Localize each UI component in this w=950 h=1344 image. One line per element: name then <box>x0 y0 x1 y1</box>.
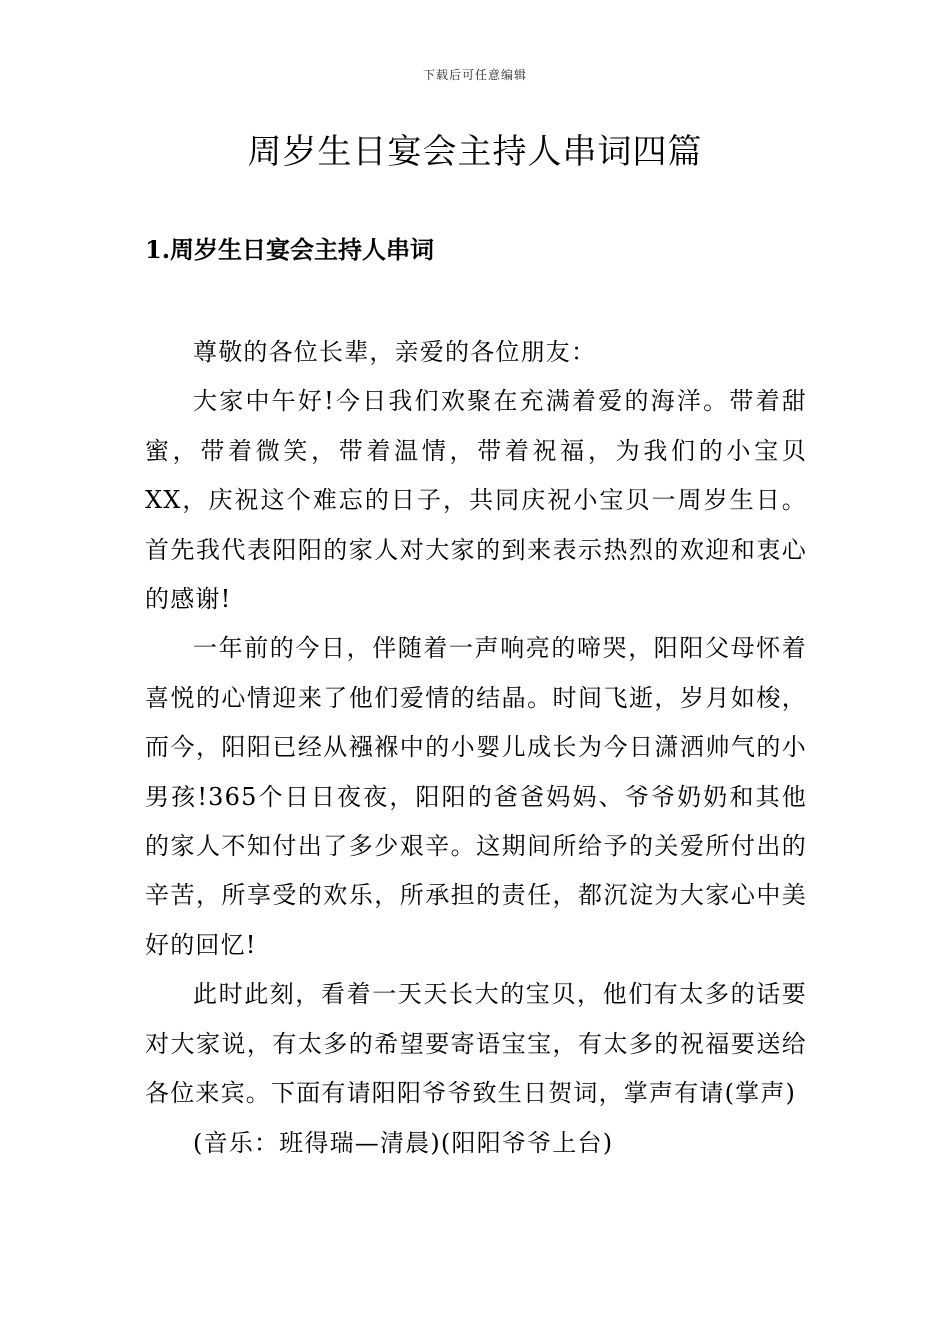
paragraph-invitation: 此时此刻，看着一天天长大的宝贝，他们有太多的话要对大家说，有太多的希望要寄语宝宝，有太多的祝福要送给各位来宾。下面有请阳阳爷爷致生日贺词，掌声有请(掌声) <box>145 980 807 1108</box>
paragraph-music-note: (音乐：班得瑞—清晨)(阳阳爷爷上台) <box>193 1128 614 1157</box>
paragraph-welcome: 大家中午好!今日我们欢聚在充满着爱的海洋。带着甜蜜，带着微笑，带着温情，带着祝福，为我们的小宝贝XX，庆祝这个难忘的日子，共同庆祝小宝贝一周岁生日。首先我代表阳阳的家人对大家的到来表示热烈的欢迎和衷心的感谢! <box>145 387 807 614</box>
document-title: 周岁生日宴会主持人串词四篇 <box>247 132 703 172</box>
paragraph-year-review: 一年前的今日，伴随着一声响亮的啼哭，阳阳父母怀着喜悦的心情迎来了他们爱情的结晶。时间飞逝，岁月如梭，而今，阳阳已经从襁褓中的小婴儿成长为今日潇洒帅气的小男孩!365个日日夜夜，阳阳的爸爸妈妈、爷爷奶奶和其他的家人不知付出了多少艰辛。这期间所给予的关爱所付出的辛苦，所享受的欢乐，所承担的责任，都沉淀为大家心中美好的回忆! <box>145 634 807 959</box>
body-text <box>145 328 807 1168</box>
section-heading: 1.周岁生日宴会主持人串词 <box>145 235 435 264</box>
paragraph-greeting: 尊敬的各位长辈，亲爱的各位朋友： <box>193 338 597 366</box>
header-note: 下载后可任意编辑 <box>422 68 527 82</box>
